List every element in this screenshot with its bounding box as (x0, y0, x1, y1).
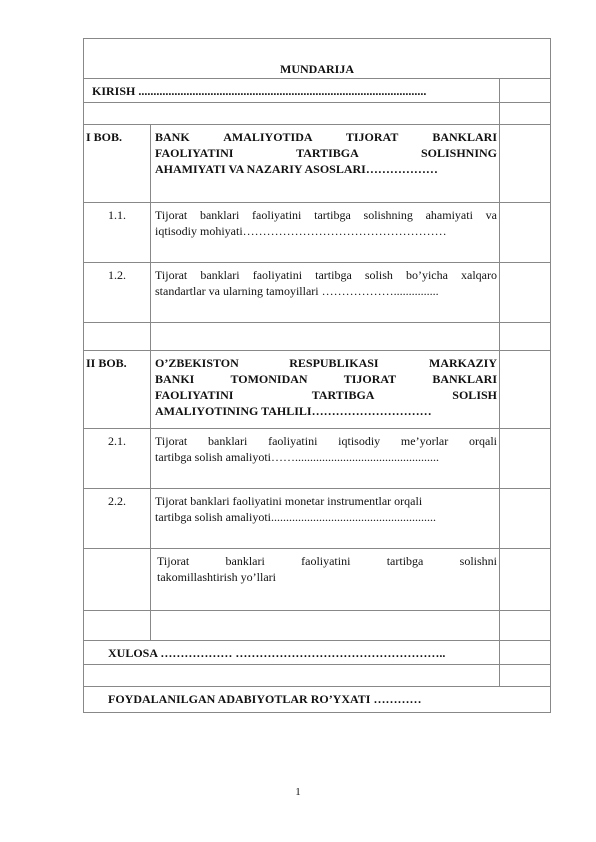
section2-3-title (151, 549, 500, 611)
spacer-cell-1 (84, 323, 151, 351)
chapter2-title (151, 351, 500, 429)
section2-1-title (151, 429, 500, 489)
chapter1-line-2: FAOLIYATINI TARTIBGA SOLISHNING (155, 146, 497, 160)
section2-1-page-cell (500, 429, 551, 489)
section1-2-title (151, 263, 500, 323)
section2-3-line-2: takomillashtirish yo’llari (157, 570, 276, 584)
spacer-row (84, 103, 500, 125)
section1-2-number: 1.2. (84, 263, 151, 323)
section1-1-number: 1.1. (84, 203, 151, 263)
section1-2-line-2: standartlar va ularning tamoyillari ………………............... (155, 284, 439, 298)
section2-2-line-2: tartibga solish amaliyoti....................................................... (155, 510, 436, 524)
spacer-page-cell (500, 103, 551, 125)
chapter1-page-cell (500, 125, 551, 203)
chapter2-line-2: BANKI TOMONIDAN TIJORAT BANKLARI (155, 372, 497, 386)
chapter1-line-1: BANK AMALIYOTIDA TIJORAT BANKLARI (155, 130, 497, 144)
page-number: 1 (295, 786, 301, 798)
references-label: FOYDALANILGAN ADABIYOTLAR RO’YXATI ………… (108, 692, 422, 706)
section2-2-line-1: Tijorat banklari faoliyatini monetar instrumentlar orqali (155, 494, 423, 508)
section2-3-number (84, 549, 151, 611)
section1-1-line-2: iqtisodiy mohiyati…………………………………………… (155, 224, 447, 238)
section2-1-number: 2.1. (84, 429, 151, 489)
conclusion-page-cell (500, 641, 551, 665)
spacer-page-cell-2 (500, 665, 551, 687)
chapter2-line-1: O’ZBEKISTON RESPUBLIKASI MARKAZIY (155, 356, 497, 370)
spacer-cell-2 (151, 323, 500, 351)
spacer-cell-6 (500, 611, 551, 641)
chapter1-line-3: AHAMIYATI VA NAZARIY ASOSLARI……………… (155, 162, 438, 176)
section2-2-title (151, 489, 500, 549)
section2-2-page-cell (500, 489, 551, 549)
chapter2-number: II BOB. (84, 351, 151, 429)
chapter2-line-4: AMALIYOTINING TAHLILI………………………… (155, 404, 432, 418)
section2-1-line-1: Tijorat banklari faoliyatini iqtisodiy me’yorlar orqali (155, 434, 497, 448)
conclusion-label: XULOSA ……………… …………………………………………….. (108, 646, 446, 660)
references-entry (84, 687, 551, 713)
section2-3-line-1: Tijorat banklari faoliyatini tartibga solishni (157, 554, 497, 568)
section1-2-line-1: Tijorat banklari faoliyatini tartibga solish bo’yicha xalqaro (155, 268, 497, 282)
toc-title-cell (84, 39, 551, 79)
section1-1-title (151, 203, 500, 263)
table-of-contents (83, 38, 551, 713)
section2-3-page-cell (500, 549, 551, 611)
chapter1-number: I BOB. (84, 125, 151, 203)
conclusion-entry (84, 641, 500, 665)
intro-page-cell (500, 79, 551, 103)
chapter2-page-cell (500, 351, 551, 429)
spacer-cell-4 (84, 611, 151, 641)
spacer-row-2 (84, 665, 500, 687)
intro-entry (84, 79, 500, 103)
chapter2-line-3: FAOLIYATINI TARTIBGA SOLISH (155, 388, 497, 402)
section2-1-line-2: tartibga solish amaliyoti……................................................ (155, 450, 439, 464)
section1-1-line-1: Tijorat banklari faoliyatini tartibga solishning ahamiyati va (155, 208, 497, 222)
section1-1-page-cell (500, 203, 551, 263)
toc-title: MUNDARIJA (280, 62, 354, 76)
intro-label: KIRISH ................................................................................................ (92, 84, 427, 98)
chapter1-title (151, 125, 500, 203)
section1-2-page-cell (500, 263, 551, 323)
section2-2-number: 2.2. (84, 489, 151, 549)
spacer-cell-3 (500, 323, 551, 351)
spacer-cell-5 (151, 611, 500, 641)
